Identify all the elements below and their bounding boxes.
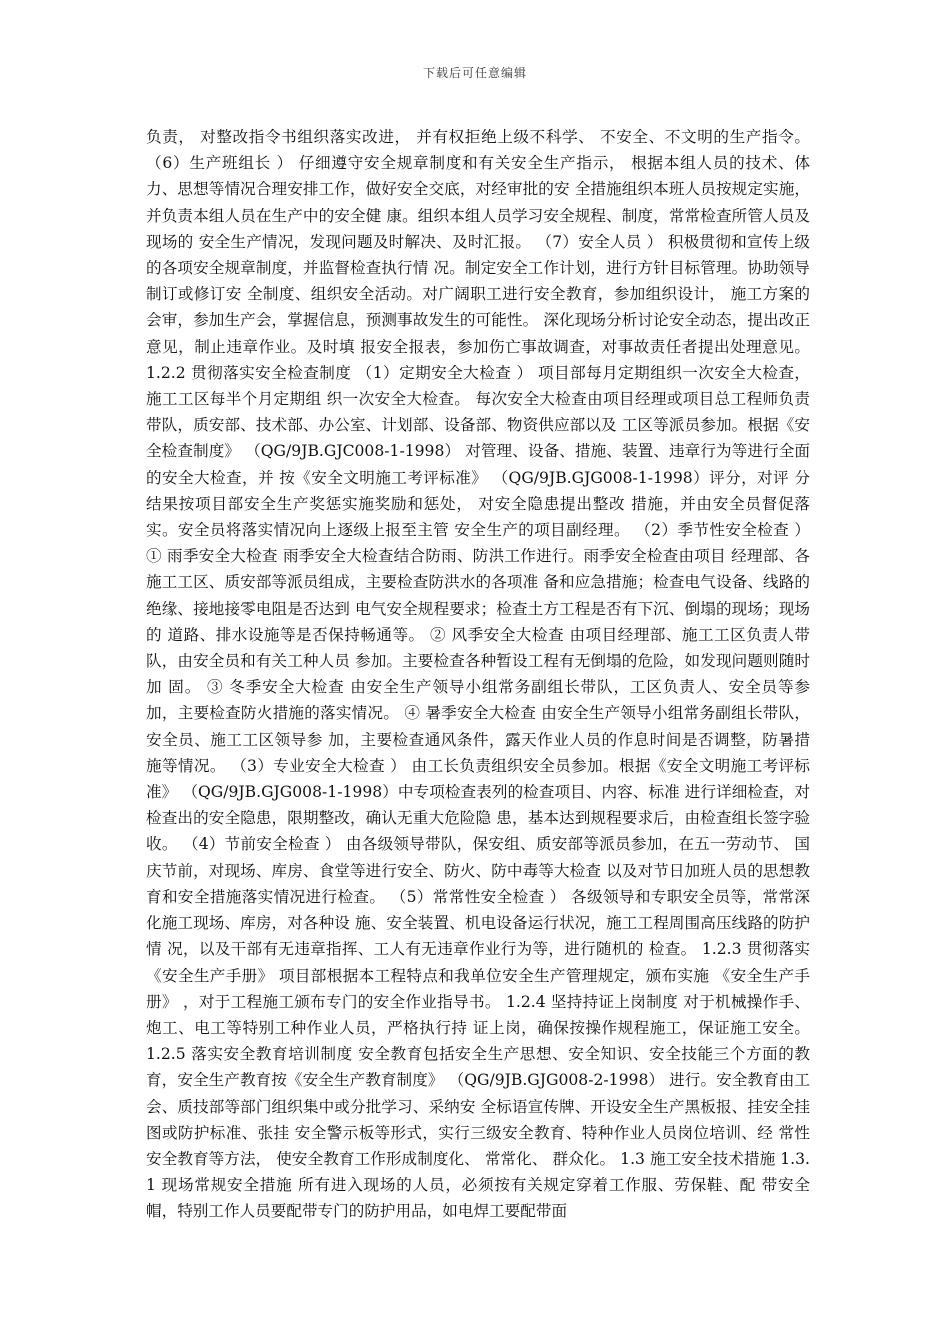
- page-header: 下载后可任意编辑: [422, 66, 527, 80]
- body-paragraph: 负责， 对整改指令书组织落实改进， 并有权拒绝上级不科学、 不安全、不文明的生产指令。 （6）生产班组长 ） 仔细遵守安全规章制度和有关安全生产指示， 根据本组人员的技术、体力、思想等情况合理安排工作，做好安全交底，对经审批的安 全措施组织本班人员按规定实施， 并负责本组人员在生产中的安全健 康。组织本组人员学习安全规程、制度，常常检查所管人员及现场的 安全生产情况，发现问题及时解决、及时汇报。 （7）安全人员 ） 积极贯彻和宣传上级的各项安全规章制度，并监督检查执行情 况。制定安全工作计划，进行方针目标管理。协助领导制订或修订安 全制度、组织安全活动。对广阔职工进行安全教育，参加组织设计， 施工方案的会审，参加生产会，掌握信息，预测事故发生的可能性。 深化现场分析讨论安全动态，提出改正意见，制止违章作业。及时填 报安全报表，参加伤亡事故调查，对事故责任者提出处理意见。 1.2.2 贯彻落实安全检查制度 （1）定期安全大检查 ） 项目部每月定期组织一次安全大检查， 施工工区每半个月定期组 织一次安全大检查。 每次安全大检查由项目经理或项目总工程师负责 带队，质安部、技术部、办公室、计划部、设备部、物资供应部以及 工区等派员参加。根据《安全检查制度》 （QG/9JB.GJC008-1-1998） 对管理、设备、措施、装置、违章行为等进行全面的安全大检查，并 按《安全文明施工考评标准》 （QG/9JB.GJG008-1-1998）评分，对评 分结果按项目部安全生产奖惩实施奖励和惩处， 对安全隐患提出整改 措施，并由安全员督促落实。安全员将落实情况向上逐级上报至主管 安全生产的项目副经理。 （2）季节性安全检查 ） ① 雨季安全大检查 雨季安全大检查结合防雨、防洪工作进行。雨季安全检查由项目 经理部、各施工工区、质安部等派员组成，主要检查防洪水的各项准 备和应急措施；检查电气设备、线路的绝缘、接地接零电阻是否达到 电气安全规程要求；检查土方工程是否有下沉、倒塌的现场；现场的 道路、排水设施等是否保持畅通等。 ② 风季安全大检查 由项目经理部、施工工区负责人带队，由安全员和有关工种人员 参加。主要检查各种暂设工程有无倒塌的危险，如发现问题则随时加 固。 ③ 冬季安全大检查 由安全生产领导小组常务副组长带队，工区负责人、安全员等参 加，主要检查防火措施的落实情况。 ④ 暑季安全大检查 由安全生产领导小组常务副组长带队，安全员、施工工区领导参 加，主要检查通风条件，露天作业人员的作息时间是否调整，防暑措 施等情况。 （3）专业安全大检查 ） 由工长负责组织安全员参加。根据《安全文明施工考评标准》 （QG/9JB.GJG008-1-1998）中专项检查表列的检查项目、内容、标准 进行详细检查，对检查出的安全隐患，限期整改，确认无重大危险隐 患，基本达到规程要求后，由检查组长签字验收。 （4）节前安全检查 ） 由各级领导带队，保安组、质安部等派员参加，在五一劳动节、 国庆节前，对现场、库房、食堂等进行安全、防火、防中毒等大检查 以及对节日加班人员的思想教育和安全措施落实情况进行检查。 （5）常常性安全检查 ） 各级领导和专职安全员等，常常深化施工现场、库房，对各种设 施、安全装置、机电设备运行状况，施工工程周围高压线路的防护情 况，以及干部有无违章指挥、工人有无违章作业行为等，进行随机的 检查。 1.2.3 贯彻落实《安全生产手册》 项目部根据本工程特点和我单位安全生产管理规定，颁布实施 《安全生产手册》 ，对于工程施工颁布专门的安全作业指导书。 1.2.4 坚持持证上岗制度 对于机械操作手、炮工、电工等特别工种作业人员，严格执行持 证上岗，确保按操作规程施工，保证施工安全。 1.2.5 落实安全教育培训制度 安全教育包括安全生产思想、安全知识、安全技能三个方面的教 育，安全生产教育按《安全生产教育制度》 （QG/9JB.GJG008-2-1998） 进行。安全教育由工会、质技部等部门组织集中或分批学习、采纳安 全标语宣传牌、开设安全生产黑板报、挂安全挂图或防护标准、张挂 安全警示板等形式，实行三级安全教育、特种作业人员岗位培训、经 常性安全教育等方法， 使安全教育工作形成制度化、 常常化、 群众化。 1.3 施工安全技术措施 1.3.1 现场常规安全措施 所有进入现场的人员，必须按有关规定穿着工作服、劳保鞋、配 带安全帽，特别工作人员要配带专门的防护用品，如电焊工要配带面: [146, 128, 810, 1221]
